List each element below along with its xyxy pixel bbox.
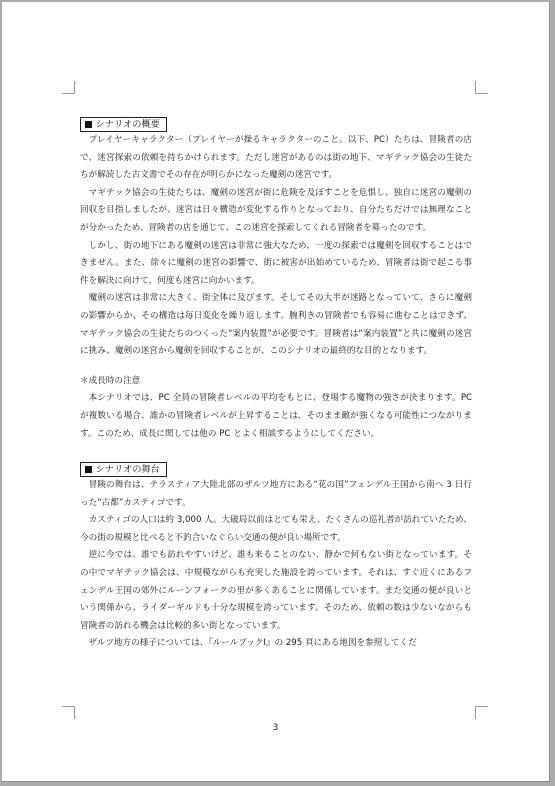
section-heading-setting: ■ シナリオの舞台	[80, 462, 167, 477]
note-heading: ＊成長時の注意	[80, 375, 141, 386]
document-page	[2, 2, 550, 782]
note-paragraph: 本シナリオでは、PC 全員の冒険者レベルの平均をもとに、登場する魔物の強さが決まります。PC が複数いる場合、誰かの冒険者レベルが上昇することは、そのまま敵が強くなる可能性につながります。このため、成長に関しては他の PC とよく相談するようにしてください。	[80, 393, 472, 439]
paragraph: カスティゴの人口は約 3,000 人。大破局以前はとても栄え、たくさんの巡礼者が訪れていたため、今の街の規模と比べると不釣合いなぐらい交通の便が良い場所です。	[80, 515, 472, 543]
paragraph: プレイヤーキャラクター（プレイヤーが操るキャラクターのこと。以下、PC）たちは、冒険者の店で、迷宮探索の依頼を持ちかけられます。ただし迷宮があるのは街の地下、マギテック協会の生徒たちが解読した古文書でその存在が明らかになった魔剣の迷宮です。	[80, 135, 472, 181]
paragraph: ザルツ地方の様子については、『ルールブックⅠ』の 295 頁にある地図を参照してくだ	[88, 638, 417, 649]
paragraph: マギテック協会の生徒たちは、魔剣の迷宮が街に危険を及ぼすことを危惧し、独自に迷宮の魔剣の回収を目指しましたが、迷宮は日々構造が変化する作りとなっており、自分たちだけでは無理なことが分かったため、冒険者の店を通じて、この迷宮を探索してくれる冒険者を募ったのです。	[80, 187, 472, 233]
section-heading-overview: ■ シナリオの概要	[80, 117, 167, 132]
paragraph: 逆に今では、誰でも訪れやすいけど、誰も来ることのない、静かで何もない街となっています。その中でマギテック協会は、中規模ながらも充実した施設を誇っています。それは、すぐ近くにあるフェンデル王国の郊外にルーンフォークの里が多くあることに関係しています。また交通の便が良いという関係から、ライダーギルドも十分な規模を誇っています。そのため、依頼の数は少ないながらも冒険者の訪れる機会は比較的多い街となっています。	[80, 550, 472, 631]
paragraph: 魔剣の迷宮は非常に大きく、街全体に及びます。そしてその大半が迷路となっていて、さらに魔剣の影響からか、その構造は毎日変化を繰り返します。腕利きの冒険者でも容易に進むことはできず、マギテック協会の生徒たちのつくった“案内装置”が必要です。冒険者は“案内装置”と共に魔剣の迷宮に挑み、魔剣の迷宮から魔剣を回収することが、このシナリオの最終的な目的となります。	[80, 293, 472, 357]
crop-mark-top-left	[62, 81, 75, 94]
paragraph: しかし、街の地下にある魔剣の迷宮は非常に強大なため、一度の探索では魔剣を回収することはできません。また、徐々に魔剣の迷宮の影響で、街に被害が出始めているため、冒険者は街で起こる事件を解決に向けて、何度も迷宮に向かいます。	[80, 240, 472, 286]
crop-mark-top-right	[475, 81, 488, 94]
page-number: 3	[272, 723, 279, 733]
crop-mark-bottom-left	[62, 706, 75, 719]
paragraph: 冒険の舞台は、テラスティア大陸北部のザルツ地方にある“花の国”フェンデル王国から南へ 3 日行った“古都”カスティゴです。	[80, 480, 472, 508]
page-content	[80, 112, 472, 653]
crop-mark-bottom-right	[475, 706, 488, 719]
